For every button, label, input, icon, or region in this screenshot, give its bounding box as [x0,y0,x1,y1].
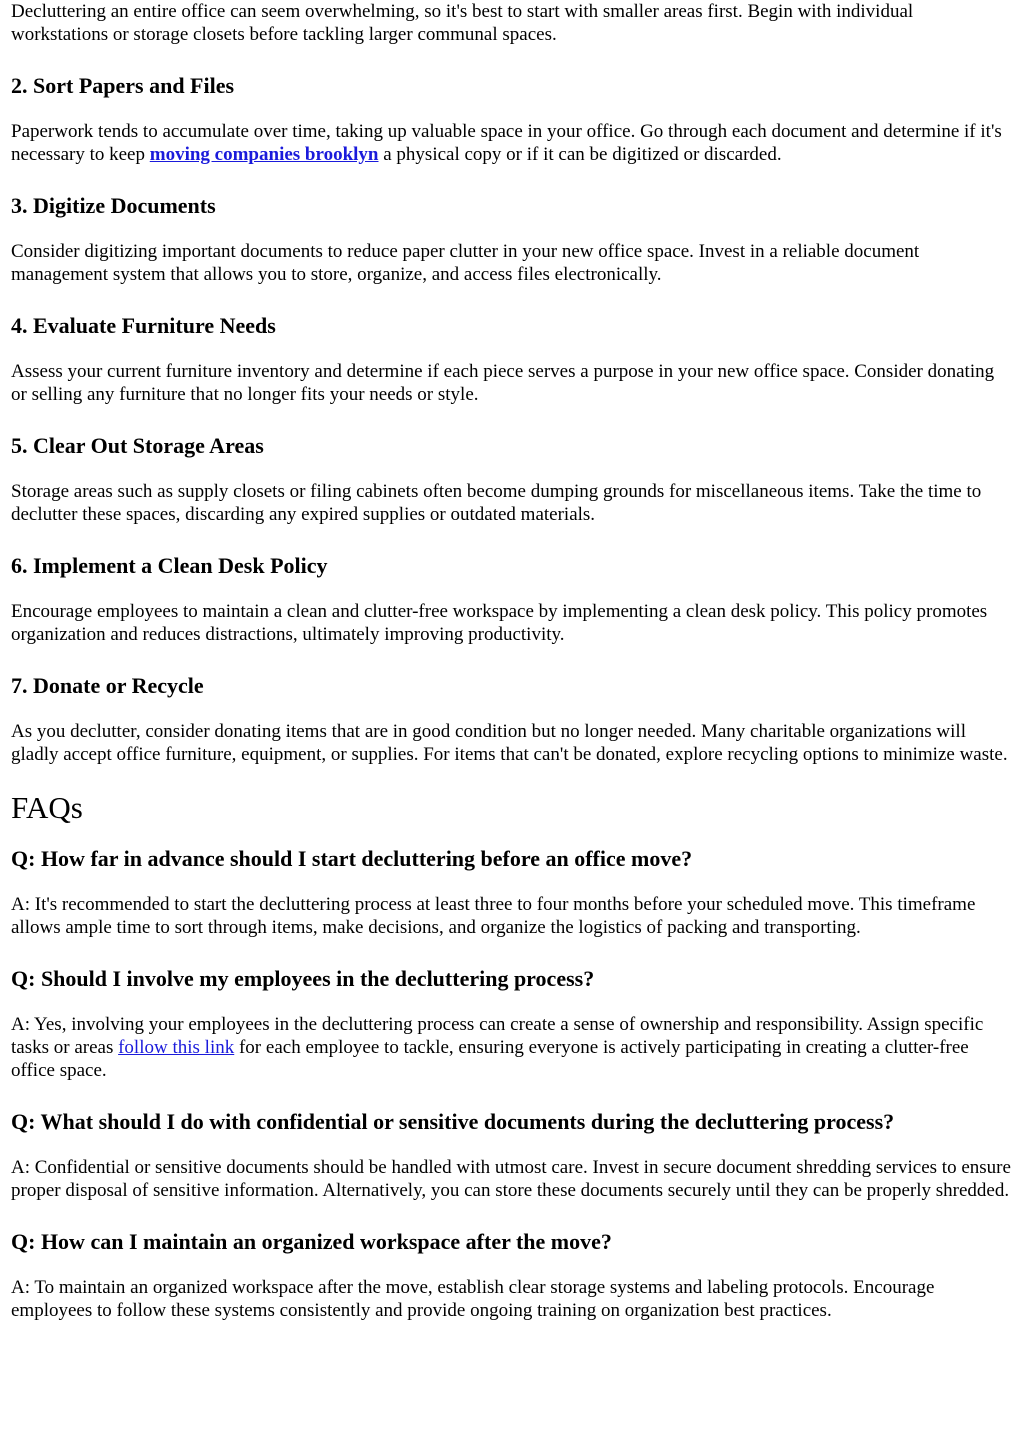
heading-sort-papers: 2. Sort Papers and Files [11,73,235,98]
faq-answer-3: A: Confidential or sensitive documents should be handled with utmost care. Invest in secure document shredding services to ensure proper disposal of sensitive information. Alternatively, you can store these documents securely until they can be properly shredded. [11,1157,1011,1201]
faq-question-3: Q: What should I do with confidential or sensitive documents during the decluttering process? [11,1109,895,1134]
paragraph-sort-papers-text-2: a physical copy or if it can be digitized or discarded. [378,144,782,165]
paragraph-sort-papers-text-1: Paperwork tends to accumulate over time, taking up valuable space in your office. Go through each document and determine if it's necessary to keep [11,121,1002,165]
follow-this-link[interactable]: follow this link [118,1037,235,1058]
heading-digitize-documents: 3. Digitize Documents [11,193,216,218]
faqs-title: FAQs [11,790,83,825]
heading-clean-desk-policy: 6. Implement a Clean Desk Policy [11,553,328,578]
paragraph-clean-desk-policy: Encourage employees to maintain a clean and clutter-free workspace by implementing a clean desk policy. This policy promotes organization and reduces distractions, ultimately improving productivity. [11,601,988,645]
faq-answer-1: A: It's recommended to start the decluttering process at least three to four months before your scheduled move. This timeframe allows ample time to sort through items, make decisions, and organize the logistics of packing and transporting. [11,894,976,938]
heading-evaluate-furniture: 4. Evaluate Furniture Needs [11,313,276,338]
faq-question-2: Q: Should I involve my employees in the decluttering process? [11,966,595,991]
faq-answer-2-text-2: for each employee to tackle, ensuring everyone is actively participating in creating a clutter-free office space. [11,1037,969,1081]
paragraph-evaluate-furniture: Assess your current furniture inventory and determine if each piece serves a purpose in your new office space. Consider donating or selling any furniture that no longer fits your needs or style. [11,361,995,405]
paragraph-donate-recycle: As you declutter, consider donating items that are in good condition but no longer needed. Many charitable organizations will gladly accept office furniture, equipment, or supplies. For items that can't be donated, explore recycling options to minimize waste. [11,721,1008,765]
intro-paragraph: Decluttering an entire office can seem overwhelming, so it's best to start with smaller areas first. Begin with individual workstations or storage closets before tackling larger communal spaces. [11,1,914,45]
heading-clear-storage: 5. Clear Out Storage Areas [11,433,264,458]
faq-answer-2-text-1: A: Yes, involving your employees in the decluttering process can create a sense of ownership and responsibility. Assign specific tasks or areas [11,1014,984,1058]
heading-donate-recycle: 7. Donate or Recycle [11,673,204,698]
faq-question-1: Q: How far in advance should I start decluttering before an office move? [11,846,693,871]
paragraph-digitize-documents: Consider digitizing important documents to reduce paper clutter in your new office space. Invest in a reliable document management system that allows you to store, organize, and access files electronically. [11,241,920,285]
paragraph-sort-papers [11,120,1014,166]
faq-answer-2 [11,1013,1014,1082]
moving-companies-link[interactable]: moving companies brooklyn [149,144,379,165]
faq-question-4: Q: How can I maintain an organized workspace after the move? [11,1229,612,1254]
paragraph-clear-storage: Storage areas such as supply closets or filing cabinets often become dumping grounds for miscellaneous items. Take the time to declutter these spaces, discarding any expired supplies or outdated materials. [11,481,982,525]
faq-answer-4: A: To maintain an organized workspace after the move, establish clear storage systems and labeling protocols. Encourage employees to follow these systems consistently and provide ongoing training on organization best practices. [11,1277,935,1321]
